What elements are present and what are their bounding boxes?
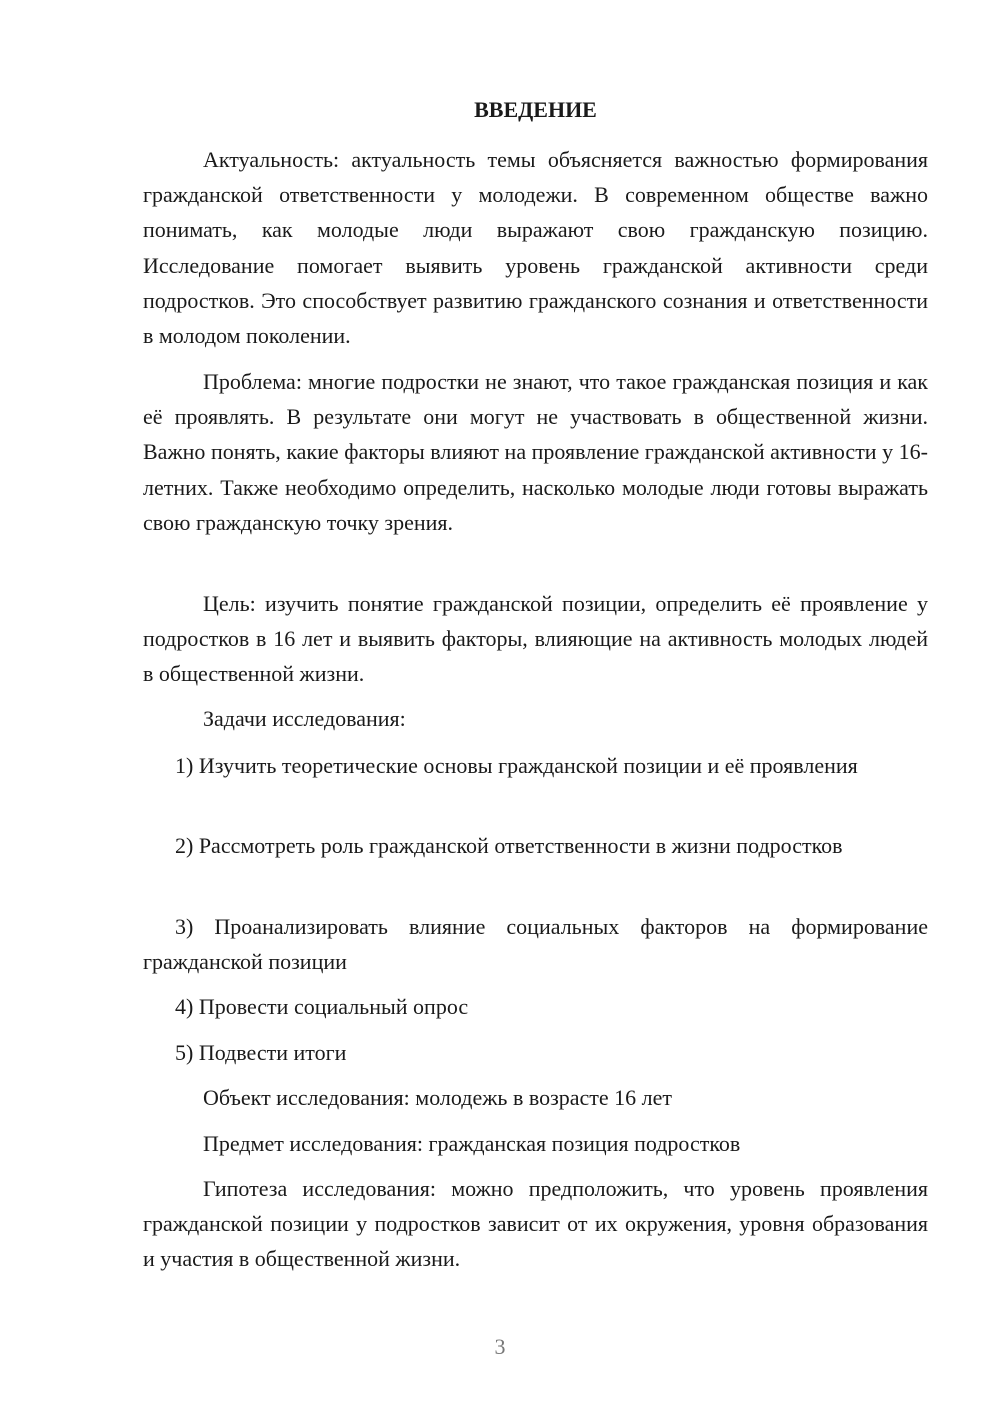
goal-paragraph: Цель: изучить понятие гражданской позиции, определить её проявление у подростков в 16 лет и выявить факторы, влияющие на активность молодых людей в общественной жизни. (143, 591, 928, 687)
research-object: Объект исследования: молодежь в возрасте 16 лет (203, 1085, 673, 1110)
task-item-2: 2) Рассмотреть роль гражданской ответственности в жизни подростков (175, 833, 843, 858)
problem-paragraph: Проблема: многие подростки не знают, что такое гражданская позиция и как её проявлять. В результате они могут не участвовать в общественной жизни. Важно понять, какие факторы влияют на проявление гражданской активности у 16-летних. Также необходимо определить, насколько молодые люди готовы выражать свою гражданскую точку зрения. (143, 369, 928, 535)
relevance-paragraph: Актуальность: актуальность темы объясняется важностью формирования гражданской ответственности у молодежи. В современном обществе важно понимать, как молодые люди выражают свою гражданскую позицию. Исследование помогает выявить уровень гражданской активности среди подростков. Это способствует развитию гражданского сознания и ответственности в молодом поколении. (143, 147, 928, 349)
task-item-4: 4) Провести социальный опрос (175, 994, 469, 1019)
task-item-1: 1) Изучить теоретические основы гражданской позиции и её проявления (175, 753, 858, 778)
page-number: 3 (494, 1334, 506, 1359)
research-hypothesis: Гипотеза исследования: можно предположить, что уровень проявления гражданской позиции у подростков зависит от их окружения, уровня образования и участия в общественной жизни. (143, 1176, 928, 1272)
research-subject: Предмет исследования: гражданская позиция подростков (203, 1131, 741, 1156)
task-item-5: 5) Подвести итоги (175, 1040, 347, 1065)
task-item-3: 3) Проанализировать влияние социальных факторов на формирование гражданской позиции (143, 914, 928, 975)
tasks-heading: Задачи исследования: (203, 706, 406, 731)
document-title: ВВЕДЕНИЕ (474, 97, 597, 122)
